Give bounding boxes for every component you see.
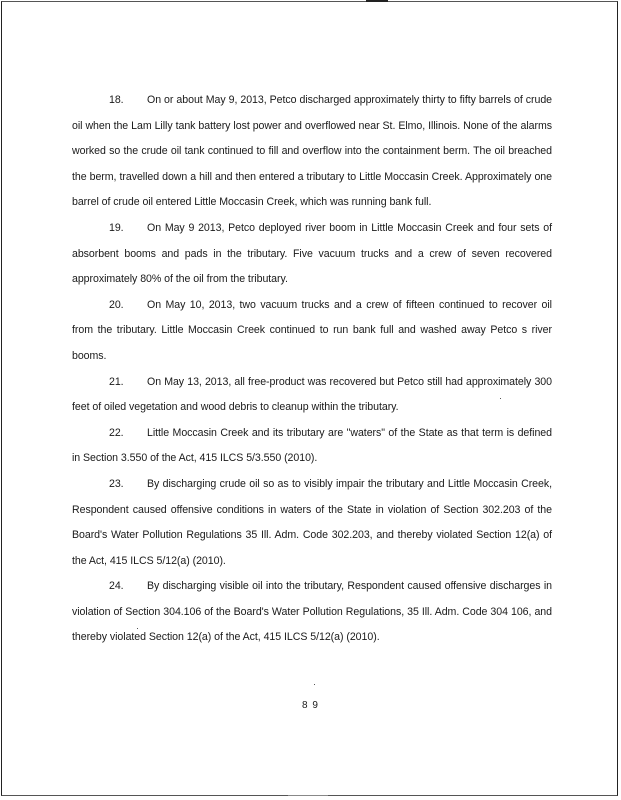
paragraph-text: By discharging crude oil so as to visibly impair the tributary and Little Moccasin Creek, Respondent caused offensive conditions in waters of the State in violation of Section 302.203 of the Board's Water Pollution Regulations 35 Ill. Adm. Code 302.203, and thereby violated Section 12(a) of the Act, 415 ILCS 5/12(a) (2010).	[72, 477, 552, 567]
paragraph-number: 20.	[109, 298, 124, 311]
scan-mark	[366, 0, 388, 2]
page-number: 8 9	[302, 700, 319, 711]
paragraph-18	[72, 88, 552, 216]
paragraph-23	[72, 472, 552, 574]
paragraph-number: 23.	[109, 477, 124, 490]
paragraph-number: 22.	[109, 426, 124, 439]
paragraph-text: On or about May 9, 2013, Petco discharged approximately thirty to fifty barrels of crude oil when the Lam Lilly tank battery lost power and overflowed near St. Elmo, Illinois. None of the alarms worked so the crude oil tank continued to fill and overflow into the containment berm. The oil breached the berm, travelled down a hill and then entered a tributary to Little Moccasin Creek. Approximately one barrel of crude oil entered Little Moccasin Creek, which was running bank full.	[72, 94, 552, 209]
paragraph-21	[72, 370, 552, 421]
paragraph-number: 21.	[109, 375, 124, 388]
paragraph-19	[72, 216, 552, 293]
paragraph-22	[72, 421, 552, 472]
paragraph-number: 19.	[109, 221, 124, 234]
paragraph-text: On May 13, 2013, all free-product was recovered but Petco still had approximately 300 feet of oiled vegetation and wood debris to cleanup within the tributary.	[72, 375, 552, 414]
paragraph-24	[72, 574, 552, 651]
paragraph-text: By discharging visible oil into the tributary, Respondent caused offensive discharges in violation of Section 304.106 of the Board's Water Pollution Regulations, 35 Ill. Adm. Code 304 106, and thereby violated Section 12(a) of the Act, 415 ILCS 5/12(a) (2010).	[72, 580, 552, 644]
paragraph-20	[72, 293, 552, 370]
paragraph-number: 18.	[109, 94, 124, 106]
paragraph-text: Little Moccasin Creek and its tributary are "waters" of the State as that term is defined in Section 3.550 of the Act, 415 ILCS 5/3.550 (2010).	[72, 426, 552, 465]
paragraph-number: 24.	[109, 580, 124, 593]
scan-mark	[288, 795, 328, 796]
paragraph-text: On May 9 2013, Petco deployed river boom in Little Moccasin Creek and four sets of absorbent booms and pads in the tributary. Five vacuum trucks and a crew of seven recovered approximately 80% of the oil from the tributary.	[72, 221, 552, 286]
paragraph-text: On May 10, 2013, two vacuum trucks and a crew of fifteen continued to recover oil from the tributary. Little Moccasin Creek continued to run bank full and washed away Petco s river booms.	[72, 298, 552, 362]
scan-speck	[314, 684, 315, 685]
document-body	[72, 88, 552, 651]
